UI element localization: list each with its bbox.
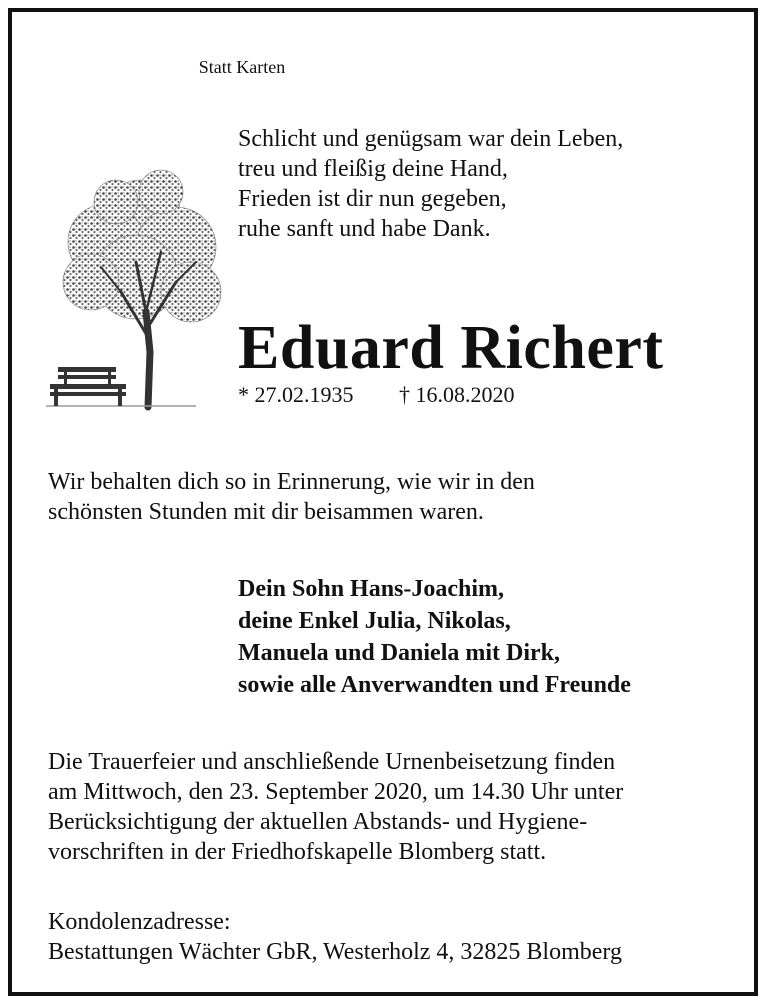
header-note: Statt Karten <box>198 57 286 77</box>
poem <box>238 124 623 244</box>
contact-address: Bestattungen Wächter GbR, Westerholz 4, 32825 Blomberg <box>48 939 622 965</box>
poem-line: Frieden ist dir nun gegeben, <box>238 186 507 212</box>
family-line: sowie alle Anverwandten und Freunde <box>238 672 631 698</box>
family-signature <box>238 573 631 701</box>
condolence-contact <box>48 907 622 967</box>
ceremony-line: Die Trauerfeier und anschließende Urnenbeisetzung finden <box>48 749 616 775</box>
family-line: deine Enkel Julia, Nikolas, <box>238 608 511 634</box>
memory-line: schönsten Stunden mit dir beisammen waren. <box>48 499 484 525</box>
life-dates <box>238 382 515 408</box>
poem-line: treu und fleißig deine Hand, <box>238 156 508 182</box>
ceremony-line: Berücksichtigung der aktuellen Abstands- und Hygiene- <box>48 809 588 835</box>
deceased-name: Eduard Richert <box>238 314 664 382</box>
ceremony-line: am Mittwoch, den 23. September 2020, um 14.30 Uhr unter <box>48 779 624 805</box>
poem-line: Schlicht und genügsam war dein Leben, <box>238 126 624 152</box>
birth-date: * 27.02.1935 <box>238 382 354 407</box>
contact-label: Kondolenzadresse: <box>48 909 231 935</box>
memory-line: Wir behalten dich so in Erinnerung, wie wir in den <box>48 469 535 495</box>
ceremony-info <box>48 747 623 867</box>
tree-and-bench-icon <box>36 162 236 412</box>
family-line: Dein Sohn Hans-Joachim, <box>238 576 505 602</box>
ceremony-line: vorschriften in der Friedhofskapelle Blomberg statt. <box>48 839 547 865</box>
family-line: Manuela und Daniela mit Dirk, <box>238 640 561 666</box>
poem-line: ruhe sanft und habe Dank. <box>238 216 491 242</box>
memory-text <box>48 467 535 527</box>
death-date: † 16.08.2020 <box>399 382 515 407</box>
notice-body <box>12 12 754 992</box>
notice-frame <box>8 8 758 996</box>
